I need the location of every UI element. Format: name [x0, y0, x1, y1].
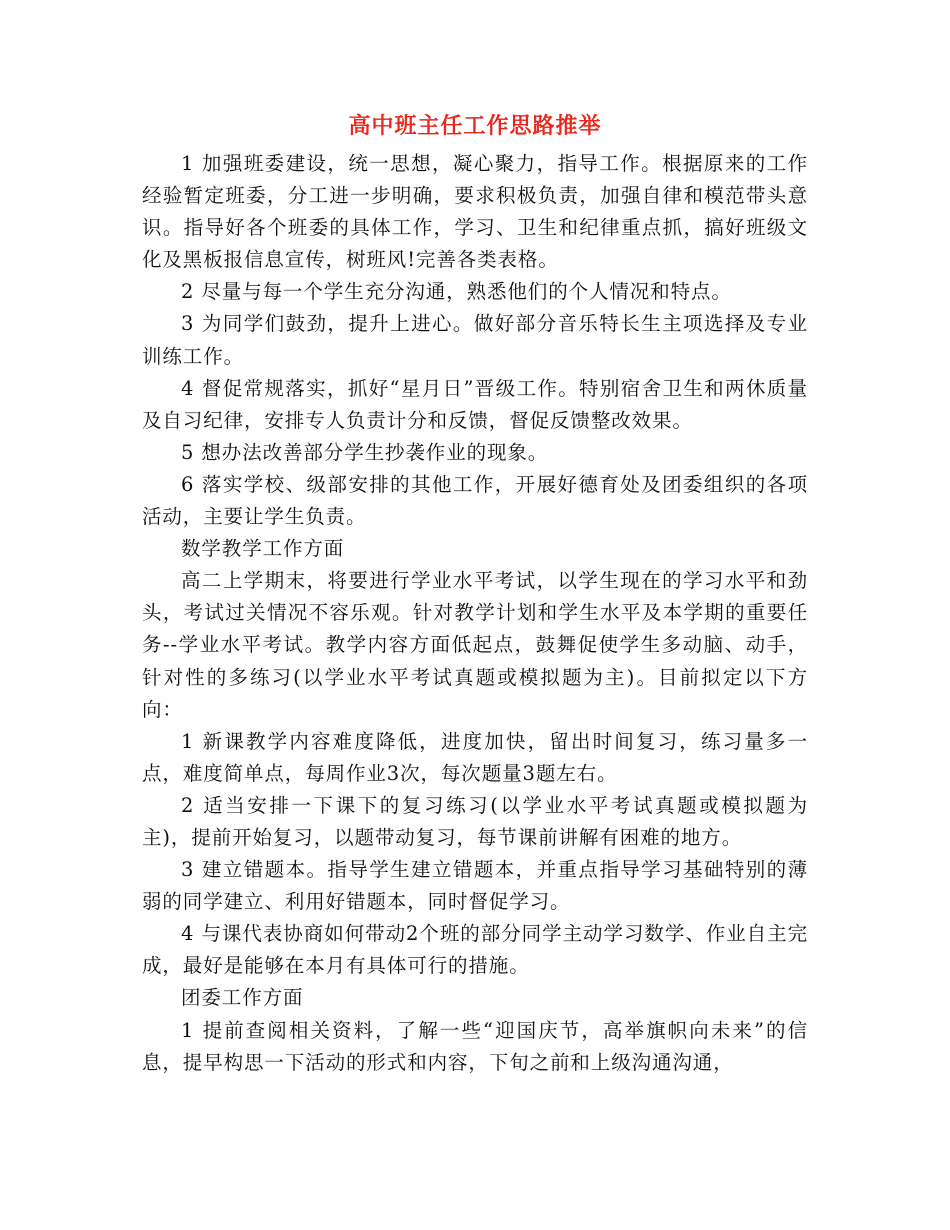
paragraph: 高二上学期末，将要进行学业水平考试，以学生现在的学习水平和劲头，考试过关情况不容乐观。针对教学计划和学生水平及本学期的重要任务--学业水平考试。教学内容方面低起点，鼓舞促使学生多动脑、动手，针对性的多练习(以学业水平考试真题或模拟题为主)。目前拟定以下方向：	[142, 569, 808, 721]
document-body	[142, 148, 808, 1079]
paragraph: 3 为同学们鼓劲，提升上进心。做好部分音乐特长生主项选择及专业训练工作。	[142, 312, 808, 368]
paragraph: 4 督促常规落实，抓好“星月日”晋级工作。特别宿舍卫生和两休质量及自习纪律，安排专人负责计分和反馈，督促反馈整改效果。	[142, 376, 808, 432]
paragraph: 3 建立错题本。指导学生建立错题本，并重点指导学习基础特别的薄弱的同学建立、利用好错题本，同时督促学习。	[142, 858, 808, 914]
paragraph: 6 落实学校、级部安排的其他工作，开展好德育处及团委组织的各项活动，主要让学生负责。	[142, 472, 808, 529]
document-title: 高中班主任工作思路推举	[348, 113, 602, 139]
paragraph: 5 想办法改善部分学生抄袭作业的现象。	[181, 440, 549, 464]
paragraph: 1 提前查阅相关资料，了解一些“迎国庆节，高举旗帜向未来”的信息，提早构思一下活动的形式和内容，下旬之前和上级沟通沟通，	[142, 1018, 808, 1074]
section-heading-math: 数学教学工作方面	[181, 537, 345, 561]
section-heading-league: 团委工作方面	[181, 986, 304, 1010]
paragraph: 1 加强班委建设，统一思想，凝心聚力，指导工作。根据原来的工作经验暂定班委，分工进一步明确，要求积极负责，加强自律和模范带头意识。指导好各个班委的具体工作，学习、卫生和纪律重点抓，搞好班级文化及黑板报信息宣传，树班风!完善各类表格。	[142, 152, 808, 272]
paragraph: 2 适当安排一下课下的复习练习(以学业水平考试真题或模拟题为主)，提前开始复习，以题带动复习，每节课前讲解有困难的地方。	[142, 793, 808, 849]
paragraph: 1 新课教学内容难度降低，进度加快，留出时间复习，练习量多一点，难度简单点，每周作业3次，每次题量3题左右。	[142, 729, 808, 785]
paragraph: 2 尽量与每一个学生充分沟通，熟悉他们的个人情况和特点。	[181, 280, 732, 304]
paragraph: 4 与课代表协商如何带动2个班的部分同学主动学习数学、作业自主完成，最好是能够在本月有具体可行的措施。	[142, 922, 808, 978]
